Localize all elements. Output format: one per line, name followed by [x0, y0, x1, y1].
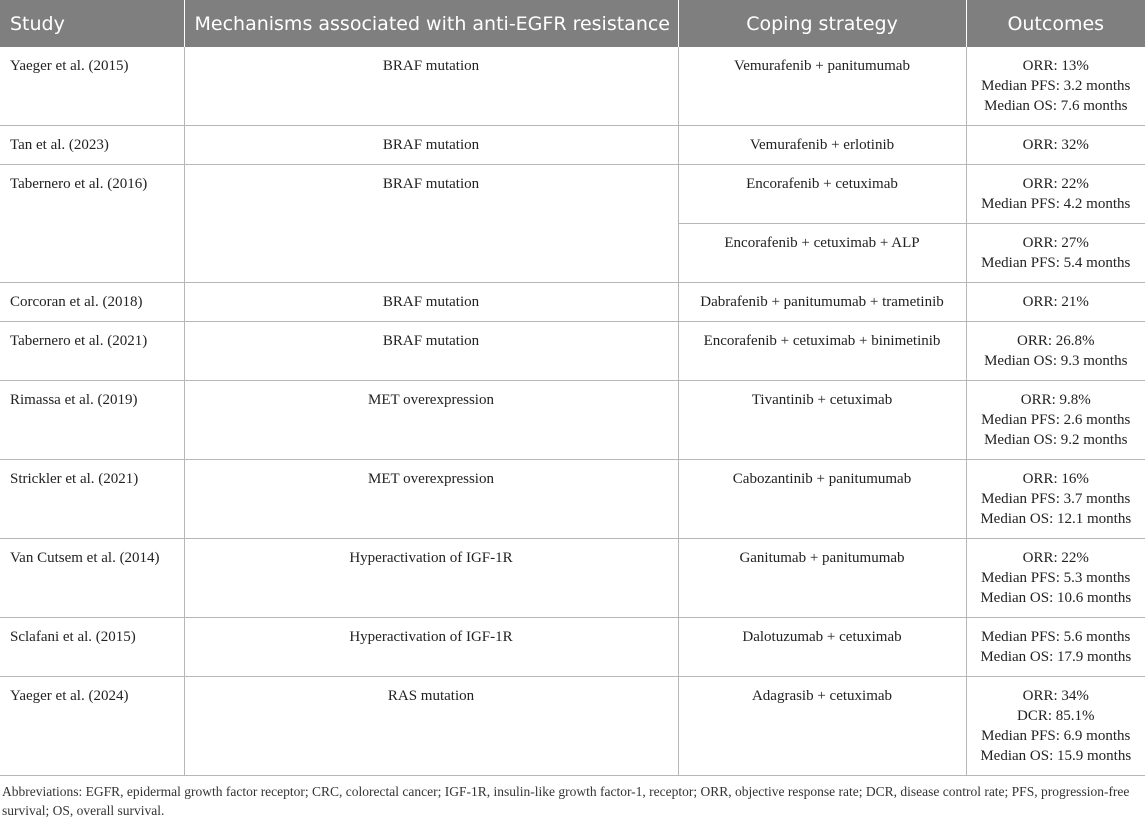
outcome-line: Median OS: 9.3 months — [984, 353, 1128, 369]
cell-study: Tabernero et al. (2016) — [0, 165, 184, 283]
table-row — [0, 539, 1145, 618]
outcome-line: ORR: 26.8% — [1016, 333, 1095, 349]
header-study: Study — [0, 0, 184, 47]
cell-mechanism: BRAF mutation — [184, 47, 678, 126]
cell-outcomes — [966, 165, 1145, 224]
outcome-line: Median PFS: 3.2 months — [981, 78, 1131, 94]
cell-mechanism: BRAF mutation — [184, 165, 678, 283]
cell-strategy: Adagrasib + cetuximab — [678, 677, 966, 776]
cell-mechanism: Hyperactivation of IGF-1R — [184, 618, 678, 677]
table-row — [0, 126, 1145, 165]
cell-outcomes — [966, 126, 1145, 165]
cell-strategy: Ganitumab + panitumumab — [678, 539, 966, 618]
cell-strategy: Dabrafenib + panitumumab + trametinib — [678, 283, 966, 322]
header-outcomes: Outcomes — [966, 0, 1145, 47]
outcome-line: Median PFS: 5.6 months — [981, 629, 1131, 645]
cell-strategy: Encorafenib + cetuximab + binimetinib — [678, 322, 966, 381]
table-row — [0, 47, 1145, 126]
cell-strategy: Vemurafenib + panitumumab — [678, 47, 966, 126]
cell-study: Strickler et al. (2021) — [0, 460, 184, 539]
cell-mechanism: Hyperactivation of IGF-1R — [184, 539, 678, 618]
cell-outcomes — [966, 677, 1145, 776]
table-row — [0, 381, 1145, 460]
outcome-line: Median PFS: 5.3 months — [981, 570, 1131, 586]
outcome-line: ORR: 22% — [1022, 176, 1089, 192]
cell-mechanism: BRAF mutation — [184, 126, 678, 165]
outcome-line: ORR: 16% — [1022, 471, 1089, 487]
outcome-line: Median OS: 10.6 months — [980, 590, 1132, 606]
cell-mechanism: MET overexpression — [184, 381, 678, 460]
outcome-line: ORR: 27% — [1022, 235, 1089, 251]
table-row — [0, 165, 1145, 224]
cell-strategy: Cabozantinib + panitumumab — [678, 460, 966, 539]
outcome-line: Median PFS: 3.7 months — [981, 491, 1131, 507]
outcome-line: Median PFS: 2.6 months — [981, 412, 1131, 428]
cell-outcomes — [966, 539, 1145, 618]
cell-mechanism: BRAF mutation — [184, 283, 678, 322]
cell-study: Van Cutsem et al. (2014) — [0, 539, 184, 618]
cell-strategy: Encorafenib + cetuximab — [678, 165, 966, 224]
outcome-line: Median OS: 15.9 months — [980, 748, 1132, 764]
cell-study: Yaeger et al. (2015) — [0, 47, 184, 126]
cell-outcomes — [966, 47, 1145, 126]
table-row — [0, 283, 1145, 322]
cell-strategy: Dalotuzumab + cetuximab — [678, 618, 966, 677]
outcome-line: Median PFS: 6.9 months — [981, 728, 1131, 744]
outcome-line: Median OS: 12.1 months — [980, 511, 1132, 527]
outcome-line: Median OS: 17.9 months — [980, 649, 1132, 665]
outcome-line: Median OS: 9.2 months — [984, 432, 1128, 448]
cell-study: Yaeger et al. (2024) — [0, 677, 184, 776]
cell-study: Corcoran et al. (2018) — [0, 283, 184, 322]
outcome-line: Median OS: 7.6 months — [984, 98, 1128, 114]
cell-outcomes — [966, 460, 1145, 539]
cell-study: Tabernero et al. (2021) — [0, 322, 184, 381]
cell-study: Rimassa et al. (2019) — [0, 381, 184, 460]
cell-strategy: Encorafenib + cetuximab + ALP — [678, 224, 966, 283]
cell-mechanism: BRAF mutation — [184, 322, 678, 381]
header-mechanism: Mechanisms associated with anti-EGFR resistance — [184, 0, 678, 47]
table-row — [0, 460, 1145, 539]
outcome-line: Median PFS: 4.2 months — [981, 196, 1131, 212]
table-row — [0, 677, 1145, 776]
cell-strategy: Vemurafenib + erlotinib — [678, 126, 966, 165]
header-row — [0, 0, 1145, 47]
cell-outcomes — [966, 618, 1145, 677]
header-strategy: Coping strategy — [678, 0, 966, 47]
cell-strategy: Tivantinib + cetuximab — [678, 381, 966, 460]
cell-study: Tan et al. (2023) — [0, 126, 184, 165]
table-row — [0, 618, 1145, 677]
outcome-line: Median PFS: 5.4 months — [981, 255, 1131, 271]
outcome-line: ORR: 34% — [1022, 688, 1089, 704]
outcome-line: ORR: 22% — [1022, 550, 1089, 566]
cell-outcomes — [966, 224, 1145, 283]
cell-mechanism: MET overexpression — [184, 460, 678, 539]
outcome-line: ORR: 21% — [1022, 294, 1089, 310]
outcome-line: ORR: 32% — [1022, 137, 1089, 153]
cell-study: Sclafani et al. (2015) — [0, 618, 184, 677]
cell-mechanism: RAS mutation — [184, 677, 678, 776]
table-row — [0, 322, 1145, 381]
cell-outcomes — [966, 381, 1145, 460]
abbreviations-footnote: Abbreviations: EGFR, epidermal growth factor receptor; CRC, colorectal cancer; IGF-1R, insulin-like growth factor-1, receptor; ORR, objective response rate; DCR, disease control rate; PFS, progression-free survival; OS, overall survival. — [2, 784, 1130, 818]
cell-outcomes — [966, 283, 1145, 322]
cell-outcomes — [966, 322, 1145, 381]
outcome-line: ORR: 9.8% — [1020, 392, 1091, 408]
outcome-line: ORR: 13% — [1022, 58, 1089, 74]
outcome-line: DCR: 85.1% — [1016, 708, 1095, 724]
